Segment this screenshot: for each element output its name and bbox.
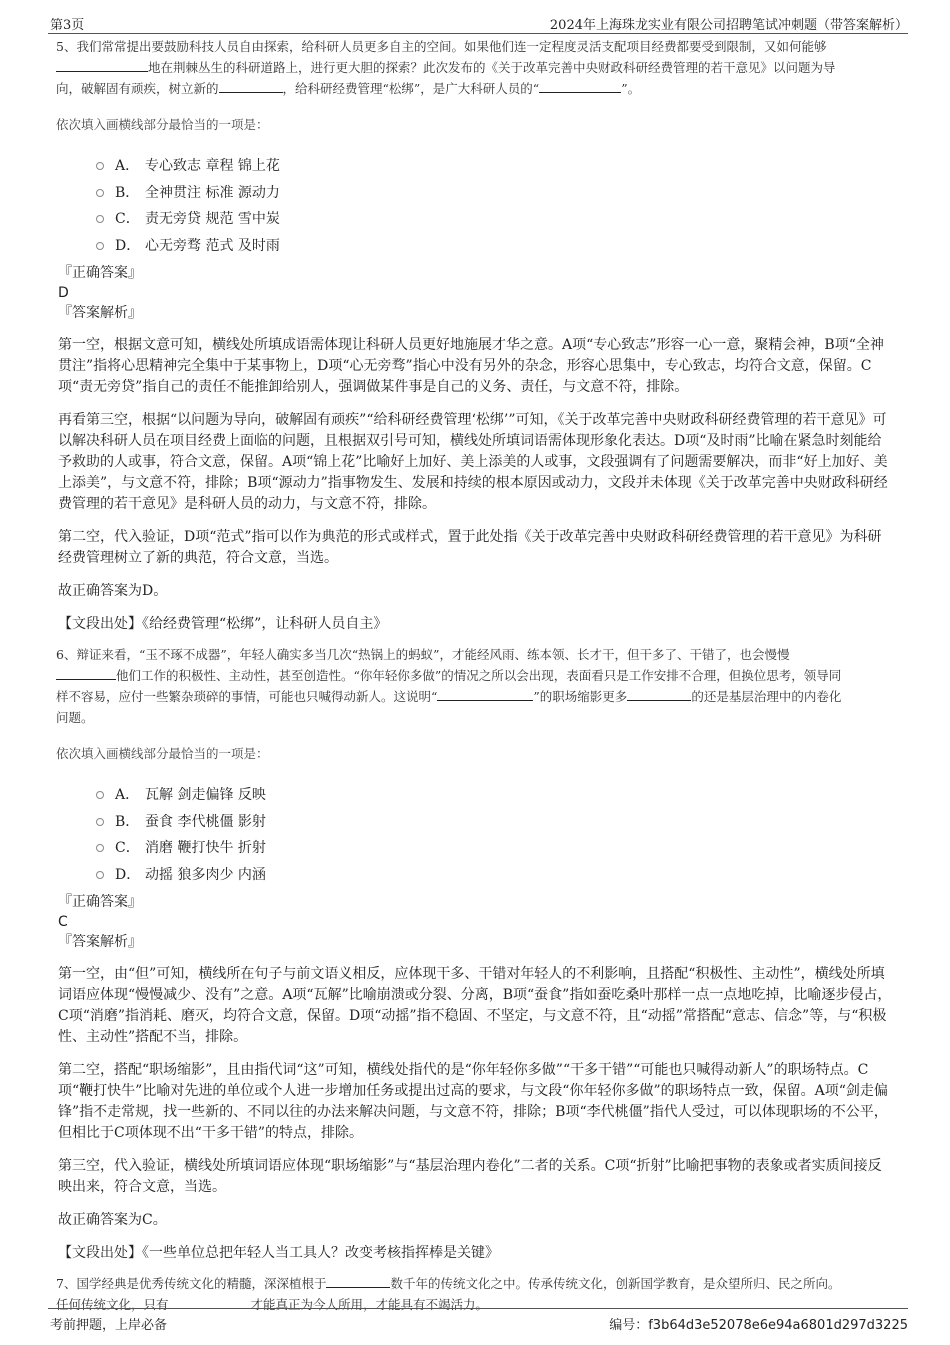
answer-blank [56,59,148,72]
analysis-paragraph: 第二空，搭配“职场缩影”，且由指代词“这”可知，横线处指代的是“你年轻你多做”“干多干错”“可能也只喊得动新人”的职场特点。C项“鞭打快牛”比喻对先进的单位或个人进一步增加任务或提出过高的要求，与文段“你年轻你多做”的职场特点一致，保留。A项“剑走偏锋”指不走常规，找一些新的、不同以往的办法来解决问题，与文意不符，排除；B项“李代桃僵”指代人受过，可以体现职场的不公平，但相比于C项体现不出“干多干错”的特点，排除。 [58,1062,888,1141]
option-b[interactable]: B． 全神贯注 标准 源动力 [96,180,894,207]
option-c[interactable]: C． 责无旁贷 规范 雪中炭 [96,206,894,233]
footer-divider [48,1308,908,1309]
question-text: 任何传统文化，只有 才能真正为今人所用，才能具有不竭活力。 [56,1297,489,1312]
footer-slogan: 考前押题，上岸必备 [50,1318,168,1333]
analysis-label: 『答案解析』 [58,305,142,321]
question-text: 6、辩证来看，“玉不琢不成器”，年轻人确实多当几次“热锅上的蚂蚁”，才能经风雨、练本领、长才干，但干多了、干错了，也会慢慢 [56,647,790,662]
radio-icon[interactable] [96,215,104,223]
analysis-paragraph: 第一空，由“但”可知，横线所在句子与前文语义相反，应体现干多、干错对年轻人的不利影响，且搭配“积极性、主动性”，横线处所填词语应体现“慢慢减少、没有”之意。A项“瓦解”比喻崩溃或分裂、分离，B项“蚕食”指如蚕吃桑叶那样一点一点地吃掉，比喻逐步侵占，C项“消磨”指消耗、磨灭，均符合文意，保留。D项“动摇”指不稳固、不坚定，与文意不符，且“动摇”常搭配“意志、信念”等，与“积极性、主动性”搭配不当，排除。 [58,966,892,1045]
radio-icon[interactable] [96,818,104,826]
question-text: 7、国学经典是优秀传统文化的精髓，深深植根于 数千年的传统文化之中。传承传统文化，创新国学教育，是众望所归、民之所向。 [56,1276,841,1291]
answer-label: 『正确答案』 [58,265,142,281]
question-5 [56,36,894,635]
question-text: 样不容易，应付一些繁杂琐碎的事情，可能也只喊得动新人。这说明“ ”的职场缩影更多 的还是基层治理中的内卷化 [56,689,842,704]
correct-answer: C [58,914,68,930]
page-content [56,36,894,1315]
page-number: 第3页 [50,18,85,33]
option-b[interactable]: B． 蚕食 李代桃僵 影射 [96,809,894,836]
options-list [96,153,894,259]
question-text: 地在荆棘丛生的科研道路上，进行更大胆的探索？此次发布的《关于改革完善中央财政科研经费管理的若干意见》以问题为导 [56,57,894,78]
analysis-paragraph: 故正确答案为D。 [58,583,168,599]
page-footer [0,1308,950,1338]
question-text: 向，破解固有顽疾，树立新的 ，给科研经费管理“松绑”，是广大科研人员的“ ”。 [56,81,641,96]
analysis-label: 『答案解析』 [58,934,142,950]
answer-blank [56,667,116,680]
question-prompt: 依次填入画横线部分最恰当的一项是： [56,746,269,761]
analysis-paragraph: 第一空，根据文意可知，横线处所填成语需体现让科研人员更好地施展才华之意。A项“专心致志”形容一心一意，聚精会神，B项“全神贯注”指将心思精神完全集中于某事物上，D项“心无旁骛”指心中没有另外的杂念，形容心思集中，专心致志，均符合文意，保留。C项“责无旁贷”指自己的责任不能推卸给别人，强调做某件事是自己的义务、责任，与文意不符，排除。 [58,337,884,395]
analysis-paragraph: 第二空，代入验证，D项“范式”指可以作为典范的形式或样式，置于此处指《关于改革完善中央财政科研经费管理的若干意见》为科研经费管理树立了新的典范，符合文意，当选。 [58,529,882,566]
radio-icon[interactable] [96,189,104,197]
answer-blank [219,80,283,93]
question-prompt: 依次填入画横线部分最恰当的一项是： [56,117,269,132]
analysis-paragraph: 再看第三空，根据“以问题为导向，破解固有顽疾”“给科研经费管理‘松绑’”可知，《关于改革完善中央财政科研经费管理的若干意见》可以解决科研人员在项目经费上面临的问题，且根据双引号可知，横线处所填词语需体现形象化表达。D项“及时雨”比喻在紧急时刻能给予救助的人或事，符合文意，保留。A项“锦上花”比喻好上加好、美上添美的人或事，文段强调有了问题需要解决，而非“好上加好、美上添美”，与文意不符，排除；B项“源动力”指事物发生、发展和持续的根本原因或动力，文段并未体现《关于改革完善中央财政科研经费管理的若干意见》是科研人员的动力，与文意不符，排除。 [58,412,888,512]
option-d[interactable]: D． 心无旁骛 范式 及时雨 [96,233,894,260]
question-text: 问题。 [56,710,94,725]
option-a[interactable]: A． 专心致志 章程 锦上花 [96,153,894,180]
option-c[interactable]: C． 消磨 鞭打快牛 折射 [96,835,894,862]
answer-label: 『正确答案』 [58,894,142,910]
options-list [96,782,894,888]
option-d[interactable]: D． 动摇 狼多肉少 内涵 [96,862,894,889]
radio-icon[interactable] [96,791,104,799]
radio-icon[interactable] [96,871,104,879]
question-text: 他们工作的积极性、主动性，甚至创造性。“你年轻你多做”的情况之所以会出现，表面看只是工作安排不合理，但换位思考，领导同 [56,665,894,686]
question-text: 5、我们常常提出要鼓励科技人员自由探索，给科研人员更多自主的空间。如果他们连一定程度灵活支配项目经费都要受到限制，又如何能够 [56,39,827,54]
radio-icon[interactable] [96,242,104,250]
document-title: 2024年上海珠龙实业有限公司招聘笔试冲刺题（带答案解析） [549,18,908,33]
option-a[interactable]: A． 瓦解 剑走偏锋 反映 [96,782,894,809]
radio-icon[interactable] [96,844,104,852]
radio-icon[interactable] [96,162,104,170]
answer-blank [437,688,533,701]
analysis-paragraph: 第三空，代入验证，横线处所填词语应体现“职场缩影”与“基层治理内卷化”二者的关系。C项“折射”比喻把事物的表象或者实质间接反映出来，符合文意，当选。 [58,1158,882,1195]
document-id: 编号：f3b64d3e52078e6e94a6801d297d3225 [609,1318,908,1333]
answer-blank [539,80,621,93]
answer-blank [627,688,691,701]
source-note: 【文段出处】《一些单位总把年轻人当工具人？改变考核指挥棒是关键》 [58,1245,499,1261]
correct-answer: D [58,285,69,301]
source-note: 【文段出处】《给经费管理“松绑”，让科研人员自主》 [58,616,388,632]
page-header [0,0,950,36]
answer-blank [326,1275,390,1288]
analysis-paragraph: 故正确答案为C。 [58,1212,167,1228]
header-divider [48,33,908,34]
question-6 [56,644,894,1264]
